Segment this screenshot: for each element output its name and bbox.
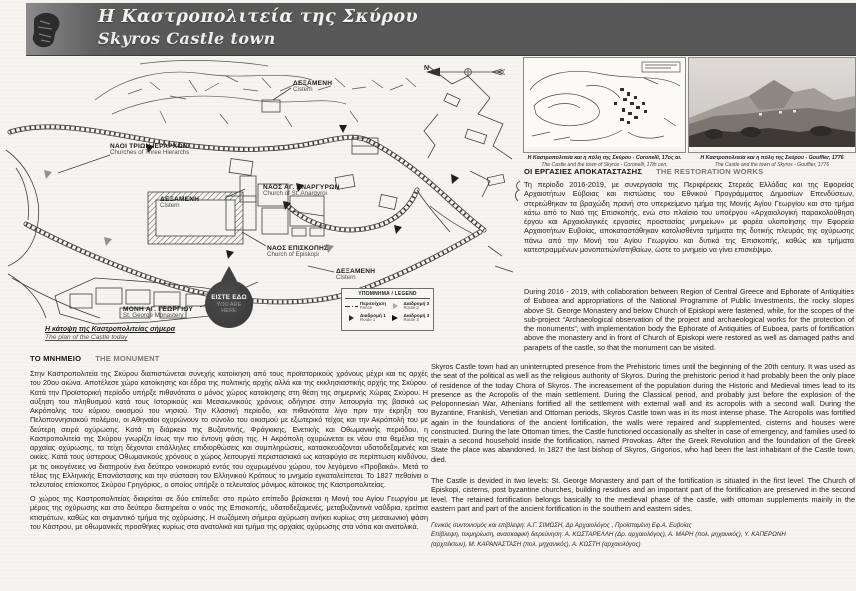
restoration-heading-greek: ΟΙ ΕΡΓΑΣΙΕΣ ΑΠΟΚΑΤΑΣΤΑΣΗΣ bbox=[524, 167, 643, 176]
credits-block bbox=[431, 521, 821, 549]
legend-item-route-3: Διαδρομή 3 Route 3 bbox=[389, 313, 431, 323]
monument-body-english-p1: Skyros Castle town had an uninterrupted presence from the Prehistoric times until the beginning of the 20th century. It was used as the seat of the political as well as the religious authority of Skyros. During the prehistoric period it had probably been the only place of residence of the today Chora of Skyros. The increasement of the population during the Historic and Medieval times lead to its presence as the Acropolis of the main settlement. During the Classical period, and probably just before the explosion of the Peloponnesian War, Athenians fortified all the settlement with external wall and its acropolis with a second wall. During the Byzantine, Frankish, Venetian and Ottoman periods, Skyros Castle town was in its most intense phase. The Acropolis was fortified again in the foundations of the ancient fortification, the walls were repaired and supplemented, cisterns and houses were constructed. During the late Ottoman times, the Castle functioned occasionally as shelter in case of emergency, and families used to retain a second household inside the fortification, named Provokas. After the Greek Revolution and the foundation of the Greek State the place was abandoned. In 1827 the last bishop of Skyros, Grigorios, who had been the last inhabitant of the Castle town, died. bbox=[431, 362, 855, 464]
map-caption: Η κάτοψη της Καστροπολιτείας σήμερα The plan of the Castle today bbox=[45, 326, 176, 341]
monument-body-greek-p2: Ο χώρος της Καστροπολιτείας διαιρείται σε δύο επίπεδα: στο πρώτο επίπεδο βρίσκεται η Μονή του Αγίου Γεωργίου με μέρος της οχύρωσης και στο δεύτερο διατηρείται ο ναός της Επισκοπής, υδατοδεξαμενές, μεταβυζαντινά ναΰδρια, ερείπια κτισμάτων, καθώς και σημαντικό τμήμα της οχύρωσης. Η σωζόμενη σήμερα οχύρωση ανήκει κυρίως στη μεσαιωνική φάση του Κάστρου, με οθωμανικές προσθήκες κυρίως στα ανατολικά και τμήμα της αρχαίας οχύρωσης στα νότια και ανατολικά. bbox=[30, 494, 428, 531]
legend-item-route-1: Διαδρομή 1 Route 1 bbox=[345, 313, 387, 323]
restoration-body-english: During 2016 - 2019, with collaboration between Region of Central Greece and Ephorate of Antiquities of Euboea and appropriations of the National Programme of Public Investments, the rocky slopes above St. George Monastery and below Church of Episkopi were fastened, while, for the scopes of the sub-project “Archaeological observation of the project and archaeological works for the protection of the monuments”, with implementation body the Ephorate of Antiquities of Euboea, parts of fortification above the monastery and in front of Church of Episkopi were restored as well as damaged paths and parapets of the castle, so that the monument can be visited. bbox=[524, 287, 854, 352]
map-label-episkopi: ΝΑΟΣ ΕΠΙΣΚΟΠΗΣ Church of Episkopi bbox=[267, 245, 329, 259]
credits-line-2: Επίβλεψη, τεκμηρίωση, ανασκαφική διερεύνηση: Α. ΚΩΣΤΑΡΕΛΛΗ (Δρ. αρχαιολόγος), Α. ΜΑΡΗ (πολ. μηχανικός), Υ. ΚΑΠΕΡΩΝΗ (αρχιτέκτων), Μ. ΚΑΡΑΝΑΣΤΑΣΗ (πολ. μηχανικός), Α. ΚΩΣΤΗ (αρχαιολόγος) bbox=[431, 531, 786, 548]
panel-titles bbox=[98, 7, 418, 48]
north-arrow-art bbox=[426, 68, 505, 77]
dash-dot-line-icon bbox=[345, 304, 358, 309]
handwritten-mark bbox=[513, 180, 523, 202]
map-label-cistern-top: ΔΕΞΑΜΕΝΗ Cistern bbox=[293, 80, 333, 94]
figure-caption-gouffier: Η Καστροπολιτεία και η πόλη της Σκύρου - Gouffier, 1776 The Castle and the town of Skyros - Gouffier, 1776 bbox=[700, 155, 844, 168]
legend-items bbox=[345, 301, 430, 323]
map-label-cistern-left: ΔΕΞΑΜΕΝΗ Cistern bbox=[160, 196, 200, 210]
gouffier-engraving-image bbox=[688, 57, 856, 153]
map-label-cistern-right: ΔΕΞΑΜΕΝΗ Cistern bbox=[336, 268, 376, 282]
you-are-here-marker bbox=[205, 266, 253, 328]
figure-gouffier-engraving bbox=[688, 57, 856, 168]
route-1-triangle-icon bbox=[345, 315, 358, 321]
restoration-heading bbox=[524, 167, 763, 176]
map-label-anargyroi: ΝΑΟΣ ΑΓ. ΑΝΑΡΓΥΡΩΝ Church of St. Anargyroi bbox=[263, 184, 340, 198]
route-2-triangle-icon bbox=[389, 303, 402, 309]
page-title-greek: Η Καστροπολιτεία της Σκύρου bbox=[98, 7, 419, 27]
marker-balloon: ΕΙΣΤΕ ΕΔΩ YOU ARE HERE bbox=[205, 280, 253, 328]
castle-plan-art bbox=[0, 56, 520, 348]
monument-body-greek-p1: Στην Καστροπολιτεία της Σκύρου διαπιστώνεται συνεχής κατοίκηση από τους προϊστορικούς χρόνους μέχρι και τις αρχές του 20ου αιώνα. Αποτέλεσε χώρο κατοίκησης και έδρα της πολιτικής αρχής αλλά και της εκκλησιαστικής αρχής της Σκύρου. Κατά την Προϊστορική περίοδο υπήρξε πιθανότατα ο μόνος χώρος κατοίκησης στη θέση της σημερινής Χώρας Σκύρου. Η αύξηση του πληθυσμού κατά τους Ιστορικούς και Μεσαιωνικούς χρόνους οδήγησε στην λειτουργία της βασικά ως Ακρόπολης του κύριου οικισμού του νησιού. Την Κλασική περίοδο, και πιθανότατα λίγο πριν την έκρηξη του Πελοποννησιακού πολέμου, οι Αθηναίοι οχυρώνουν το σύνολο του οικισμού με εξωτερικό τείχος και την Ακρόπολή του με δεύτερη σειρά οχύρωσης. Κατά τη διάρκεια της Βυζαντινής, Φράγκικης, Ενετικής και Οθωμανικής περιόδου, η Καστροπολιτεία της Σκύρου γνωρίζει ίσως την πιο έντονη φάση της. Η Ακρόπολη οχυρώνεται εκ νέου στα θεμέλια της αρχαίας οχύρωσης, τα τείχη δέχονται επάλληλες επιδιορθώσεις και συμπληρώσεις, κατασκευάζονται υδατοδεξαμενές και οικίες. Κατά τους ύστερους Οθωμανικούς χρόνους ο χώρος λειτουργεί περιστασιακά ως καταφύγιο σε περίπτωση κινδύνου, με τις οικογένειες να διατηρούν ένα δεύτερο νοικοκυριό εντός του οχυρωμένου χώρου, τον λεγόμενο «Προβακά». Μετά το τέλος της Ελληνικής Επανάστασης και την σύσταση του Ελληνικού Κράτους το μνημείο εγκαταλείπεται. Το 1827 πεθαίνει ο τελευταίος επίσκοπος Σκύρου Γρηγόριος, ο οποίος υπήρξε ο τελευταίος μόνιμος κάτοικος της Καστροπολιτείας. bbox=[30, 369, 428, 490]
header-bar bbox=[26, 3, 856, 55]
figure-coronelli-map bbox=[523, 57, 686, 168]
restoration-heading-english: THE RESTORATION WORKS bbox=[656, 167, 764, 176]
figure-caption-coronelli: Η Καστροπολιτεία και η πόλη της Σκύρου - Coronelli, 17ος αι. The Castle and the town of Skyros - Coronelli, 17th cen. bbox=[527, 155, 682, 168]
gouffier-engraving-art bbox=[689, 58, 855, 147]
map-label-monastery: ΜΟΝΗ ΑΓ. ΓΕΩΡΓΙΟΥ St. George Monastery bbox=[123, 306, 193, 320]
central-buildings bbox=[226, 100, 397, 236]
route-3-triangle-icon bbox=[389, 315, 402, 321]
ministry-logo-icon bbox=[28, 9, 64, 51]
credits-line-1: Γενικός συντονισμός και επίβλεψη: Α.Γ. ΣΙΜΩΣΗ, Δρ Αρχαιολόγος , Προϊσταμένη Εφ.Α. Ευβοίας bbox=[431, 522, 692, 529]
legend-item-fence: Περιτοίχιση Fence bbox=[345, 301, 387, 311]
page-title-english: Skyros Castle town bbox=[98, 29, 276, 48]
map-legend bbox=[341, 288, 434, 331]
monument-body-english-p2: The Castle is devided in two levels: St. George Monastery and part of the fortification is situated in the first level. The Church of Episkopi, cisterns, post byzantine churches, building residues and an important part of the fortification are preserved in the second level. The retained fortification belongs basically to the medieval phase of the castle, with ottoman supplements mainly in the eastern part and part of the ancient fortification in the southern and eastern sides. bbox=[431, 476, 855, 513]
legend-item-route-2: Διαδρομή 2 Route 2 bbox=[389, 301, 431, 311]
castle-plan-map bbox=[0, 56, 520, 348]
coronelli-map-art bbox=[524, 58, 685, 147]
north-label: N bbox=[424, 65, 430, 72]
restoration-body-greek: Τη περίοδο 2016-2019, με συνεργασία της Περιφέρειας Στερεάς Ελλάδας και της Εφορείας Αρχαιοτήτων Εύβοιας και πιστώσεις του Εθνικού Προγράμματος Δημοσίων Επενδύσεων, στερεώθηκαν τα βραχώδη πρανή στο υπερκείμενο τμήμα της Μονής Αγίου Γεωργίου και στο τμήμα κάτω από το Ναό της Επισκοπής, ενώ στο πλαίσιο του υποέργου «Αρχαιολογική παρακολούθηση έργου και Αρχαιολογικές εργασίες προστασίας μνημείων» με φορέα υλοποίησης την Εφορεία Αρχαιοτήτων Ευβοίας, αποκαταστάθηκαν κατολισθέντα τμήματα της δυτικής πλευράς της οχύρωσης πάνω από την Μονή του Αγίου Γεωργίου και δυτικά της Επισκοπής, καθώς και τμήματα κατεστραμμένων μονοπατιών/στηθαίων, ώστε το μνημείο να γίνει επισκέψιμο. bbox=[524, 180, 854, 254]
marker-tail bbox=[221, 266, 237, 281]
coronelli-map-image bbox=[523, 57, 686, 153]
monument-heading bbox=[30, 354, 160, 363]
legend-title: ΥΠΟΜΝΗΜΑ / LEGEND bbox=[345, 291, 430, 299]
map-label-three-hierarchs: ΝΑΟΙ ΤΡΙΩΝ ΙΕΡΑΡΧΩΝ Churches of Three Hierarchs bbox=[110, 143, 190, 157]
monument-heading-greek: ΤΟ ΜΝΗΜΕΙΟ bbox=[30, 354, 82, 363]
route-markers bbox=[44, 125, 459, 259]
monument-heading-english: THE MONUMENT bbox=[95, 354, 160, 363]
